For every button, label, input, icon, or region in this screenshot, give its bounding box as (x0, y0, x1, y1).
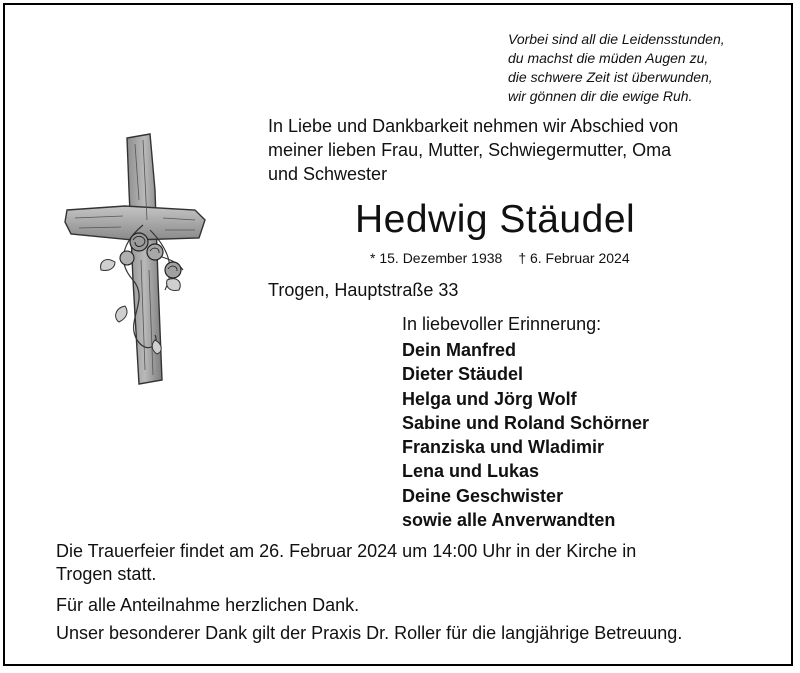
mourner-name: Dieter Stäudel (402, 364, 524, 385)
intro-line: In Liebe und Dankbarkeit nehmen wir Abschied von (268, 116, 679, 136)
mourner-name: Helga und Jörg Wolf (402, 388, 577, 409)
funeral-info (56, 540, 636, 586)
life-dates (370, 249, 630, 267)
poem (508, 30, 725, 106)
mourners-heading: In liebevoller Erinnerung: (402, 314, 602, 334)
special-thanks-text: Unser besonderer Dank gilt der Praxis Dr. Roller für die langjährige Betreuung. (56, 623, 683, 643)
thanks-text: Für alle Anteilnahme herzlichen Dank. (56, 595, 360, 615)
mourner-name: Sabine und Roland Schörner (402, 412, 650, 433)
mourners-list (402, 338, 649, 532)
poem-line: du machst die müden Augen zu, (508, 50, 709, 66)
funeral-line: Trogen statt. (56, 564, 157, 584)
deceased-name: Hedwig Stäudel (355, 198, 636, 241)
mourner-name: Lena und Lukas (402, 461, 540, 482)
mourner-name: Franziska und Wladimir (402, 437, 605, 458)
intro-line: meiner lieben Frau, Mutter, Schwiegermutter, Oma (268, 140, 672, 160)
poem-line: Vorbei sind all die Leidensstunden, (508, 31, 725, 47)
mourner-name: sowie alle Anverwandten (402, 510, 616, 531)
death-date: † 6. Februar 2024 (518, 250, 630, 266)
intro-line: und Schwester (268, 164, 388, 184)
intro-text (268, 114, 678, 186)
poem-line: die schwere Zeit ist überwunden, (508, 69, 713, 85)
wooden-cross-with-roses-icon (55, 130, 255, 390)
mourner-name: Deine Geschwister (402, 485, 564, 506)
funeral-line: Die Trauerfeier findet am 26. Februar 2024 um 14:00 Uhr in der Kirche in (56, 541, 637, 561)
poem-line: wir gönnen dir die ewige Ruh. (508, 88, 693, 104)
deceased-address: Trogen, Hauptstraße 33 (268, 280, 459, 300)
birth-date: * 15. Dezember 1938 (370, 250, 503, 266)
mourner-name: Dein Manfred (402, 340, 517, 360)
